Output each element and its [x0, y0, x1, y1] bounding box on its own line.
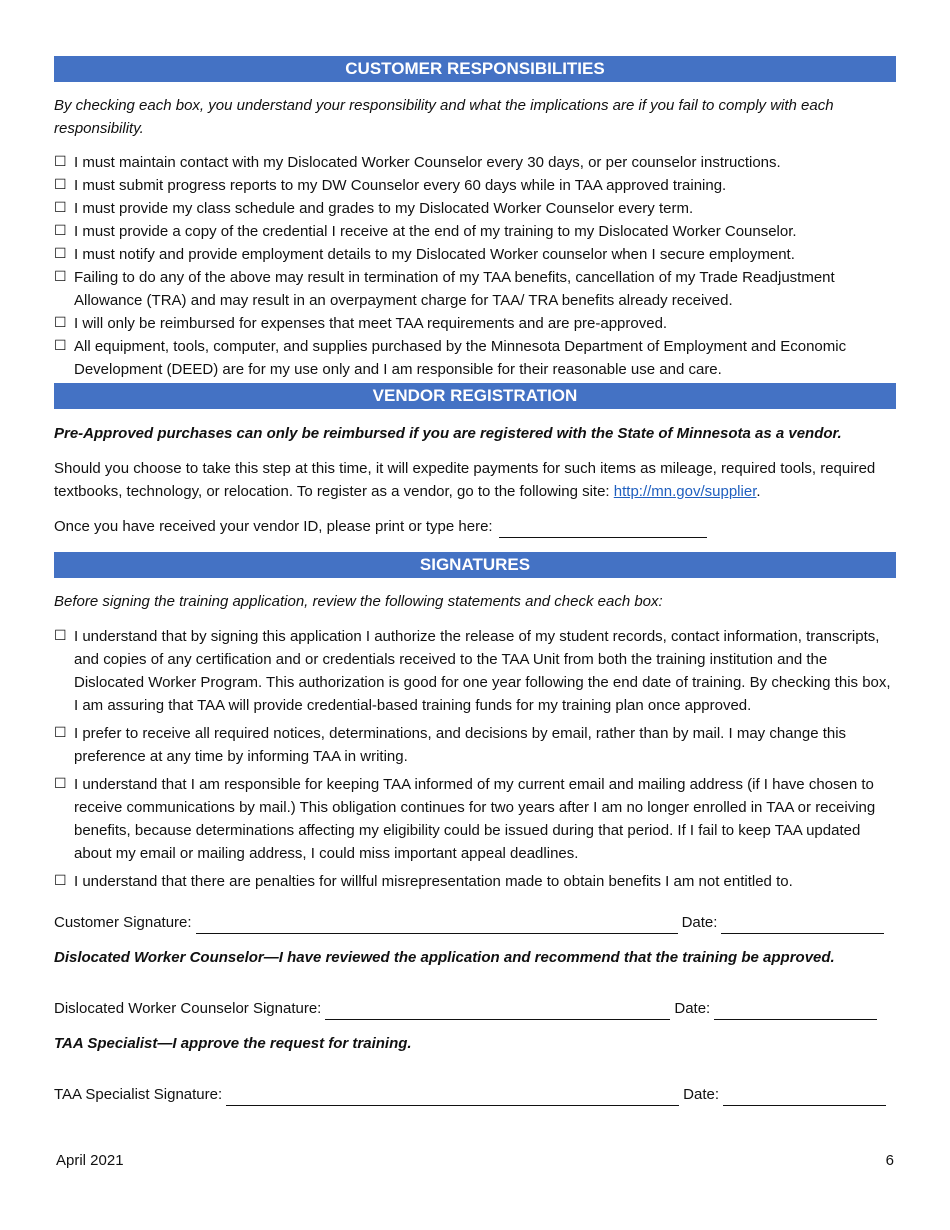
customer-signature-field[interactable] [196, 916, 678, 934]
counselor-date-field[interactable] [714, 1002, 877, 1020]
vendor-id-row [54, 515, 896, 538]
counselor-signature-field[interactable] [325, 1002, 670, 1020]
specialist-signature-label: TAA Specialist Signature: [54, 1086, 223, 1103]
checklist-item: ☐ I must submit progress reports to my DW Counselor every 60 days while in TAA approved training. [54, 174, 896, 197]
checklist-item: ☐ I prefer to receive all required notices, determinations, and decisions by email, rather than by mail. I may change this preference at any time by informing TAA in writing. [54, 722, 896, 768]
checklist-item: ☐ I must provide my class schedule and grades to my Dislocated Worker Counselor every term. [54, 197, 896, 220]
vendor-body: Should you choose to take this step at this time, it will expedite payments for such items as mileage, required tools, required textbooks, technology, or relocation. To register as a vendor, go to the following site: http://mn.gov/supplier. [54, 460, 876, 500]
checklist-item: ☐ I must provide a copy of the credential I receive at the end of my training to my Dislocated Worker Counselor. [54, 220, 896, 243]
checkbox[interactable]: ☐ [54, 725, 67, 741]
checklist-item: ☐ I will only be reimbursed for expenses that meet TAA requirements and are pre-approved. [54, 312, 896, 335]
date-label: Date: [681, 914, 718, 931]
checkbox[interactable]: ☐ [54, 200, 67, 216]
page-number: 6 [885, 1152, 894, 1169]
counselor-signature-label: Dislocated Worker Counselor Signature: [54, 1000, 322, 1017]
form-page [54, 56, 896, 1106]
counselor-statement: Dislocated Worker Counselor—I have reviewed the application and recommend that the training be approved. [54, 949, 835, 966]
specialist-statement: TAA Specialist—I approve the request for training. [54, 1035, 412, 1052]
customer-date-field[interactable] [721, 916, 884, 934]
customer-responsibilities-heading: CUSTOMER RESPONSIBILITIES [54, 56, 896, 82]
signatures-intro: Before signing the training application, review the following statements and check each box: [54, 593, 663, 610]
checklist-item: ☐ All equipment, tools, computer, and supplies purchased by the Minnesota Department of Employment and Economic Development (DEED) are for my use only and I am responsible for their reasonable use and care. [54, 335, 896, 381]
customer-signature-label: Customer Signature: [54, 914, 192, 931]
checkbox[interactable]: ☐ [54, 154, 67, 170]
specialist-signature-field[interactable] [226, 1088, 679, 1106]
specialist-date-field[interactable] [723, 1088, 886, 1106]
vendor-registration-heading: VENDOR REGISTRATION [54, 383, 896, 409]
date-label: Date: [683, 1086, 720, 1103]
checklist-item: ☐ I must notify and provide employment details to my Dislocated Worker counselor when I secure employment. [54, 243, 896, 266]
counselor-signature-row [54, 997, 896, 1020]
checkbox[interactable]: ☐ [54, 269, 67, 285]
checkbox[interactable]: ☐ [54, 338, 67, 354]
checklist-item: ☐ I understand that there are penalties for willful misrepresentation made to obtain benefits I am not entitled to. [54, 870, 896, 893]
checkbox[interactable]: ☐ [54, 628, 67, 644]
specialist-signature-row [54, 1083, 896, 1106]
vendor-id-label: Once you have received your vendor ID, please print or type here: [54, 518, 493, 535]
customer-intro: By checking each box, you understand your responsibility and what the implications are if you fail to comply with each responsibility. [54, 97, 834, 137]
footer-date: April 2021 [56, 1152, 124, 1169]
vendor-id-field[interactable] [499, 520, 707, 538]
page-footer [56, 1152, 894, 1169]
customer-signature-row [54, 911, 896, 934]
checkbox[interactable]: ☐ [54, 246, 67, 262]
signatures-checklist [54, 625, 896, 893]
checkbox[interactable]: ☐ [54, 315, 67, 331]
checklist-item: ☐ I understand that by signing this application I authorize the release of my student records, contact information, transcripts, and copies of any certification and or credentials received to the TAA Unit from both the training institution and the Dislocated Worker Program. This authorization is good for one year following the end date of training. By checking this box, I am assuring that TAA will provide credential-based training funds for my training plan once approved. [54, 625, 896, 717]
checklist-item: ☐ I must maintain contact with my Dislocated Worker Counselor every 30 days, or per counselor instructions. [54, 151, 896, 174]
customer-checklist [54, 151, 896, 381]
checkbox[interactable]: ☐ [54, 223, 67, 239]
date-label: Date: [674, 1000, 711, 1017]
checklist-item: ☐ Failing to do any of the above may result in termination of my TAA benefits, cancellation of my Trade Readjustment Allowance (TRA) and may result in an overpayment charge for TAA/ TRA benefits already received. [54, 266, 896, 312]
supplier-link[interactable]: http://mn.gov/supplier [613, 483, 757, 500]
checkbox[interactable]: ☐ [54, 776, 67, 792]
checklist-item: ☐ I understand that I am responsible for keeping TAA informed of my current email and mailing address (if I have chosen to receive communications by mail.) This obligation continues for two years after I am no longer enrolled in TAA or receiving benefits, because determinations affecting my eligibility could be issued during that period. If I fail to keep TAA updated about my email or mailing address, I could miss important appeal deadlines. [54, 773, 896, 865]
checkbox[interactable]: ☐ [54, 177, 67, 193]
vendor-notice: Pre-Approved purchases can only be reimbursed if you are registered with the State of Minnesota as a vendor. [54, 425, 842, 442]
signatures-heading: SIGNATURES [54, 552, 896, 578]
checkbox[interactable]: ☐ [54, 873, 67, 889]
